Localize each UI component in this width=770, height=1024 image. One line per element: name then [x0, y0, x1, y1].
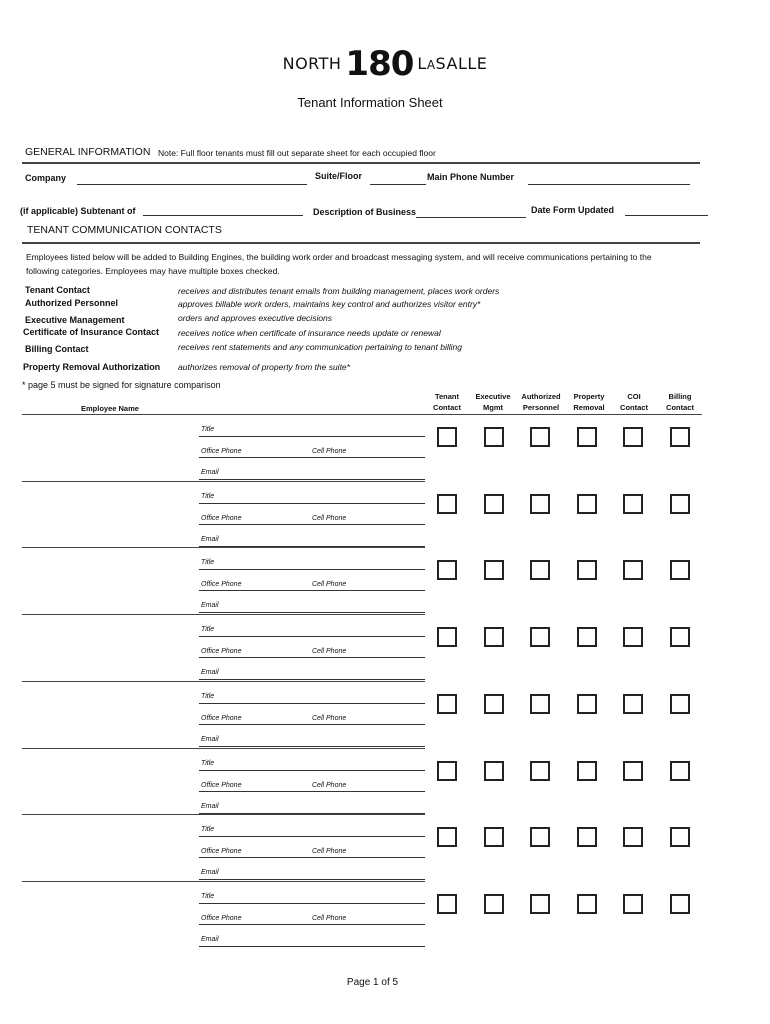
- row-divider: [22, 814, 425, 815]
- cell-phone-field[interactable]: [311, 590, 425, 591]
- logo: [0, 44, 770, 84]
- authorized-personnel-checkbox[interactable]: [530, 627, 550, 647]
- billing-contact-checkbox[interactable]: [670, 494, 690, 514]
- property-removal-checkbox[interactable]: [577, 560, 597, 580]
- billing-contact-checkbox[interactable]: [670, 560, 690, 580]
- category-desc: authorizes removal of property from the suite*: [178, 362, 350, 372]
- cell-phone-field[interactable]: [311, 457, 425, 458]
- cell-phone-label: Cell Phone: [312, 648, 347, 656]
- property-removal-checkbox[interactable]: [577, 761, 597, 781]
- employee-name-field[interactable]: [22, 549, 192, 612]
- cell-phone-field[interactable]: [311, 524, 425, 525]
- executive-mgmt-checkbox[interactable]: [484, 894, 504, 914]
- employee-name-field[interactable]: [22, 883, 192, 946]
- employee-name-field[interactable]: [22, 616, 192, 679]
- executive-mgmt-checkbox[interactable]: [484, 494, 504, 514]
- billing-contact-checkbox[interactable]: [670, 627, 690, 647]
- title-label: Title: [201, 426, 215, 433]
- authorized-personnel-checkbox[interactable]: [530, 827, 550, 847]
- tenant-contact-checkbox[interactable]: [437, 494, 457, 514]
- tenant-contact-checkbox[interactable]: [437, 761, 457, 781]
- employee-name-field[interactable]: [22, 416, 192, 479]
- cell-phone-label: Cell Phone: [312, 848, 347, 856]
- coi-contact-checkbox[interactable]: [623, 694, 643, 714]
- email-field[interactable]: [199, 946, 425, 947]
- billing-contact-checkbox[interactable]: [670, 694, 690, 714]
- column-header-executive-mgmt: Executive Mgmt: [475, 392, 511, 412]
- company-label: Company: [25, 173, 67, 183]
- main-phone-label: Main Phone Number: [427, 172, 515, 182]
- employee-name-field[interactable]: [22, 816, 192, 879]
- employee-name-field[interactable]: [22, 683, 192, 746]
- property-removal-checkbox[interactable]: [577, 494, 597, 514]
- office-phone-field[interactable]: [199, 724, 311, 725]
- category-label: Tenant Contact: [25, 285, 90, 295]
- general-divider: [22, 162, 700, 164]
- cell-phone-field[interactable]: [311, 924, 425, 925]
- page-number: Page 1 of 5: [346, 977, 399, 988]
- subtenant-field[interactable]: [143, 215, 303, 216]
- billing-contact-checkbox[interactable]: [670, 827, 690, 847]
- title-field[interactable]: [199, 636, 425, 637]
- cell-phone-label: Cell Phone: [312, 514, 347, 522]
- executive-mgmt-checkbox[interactable]: [484, 761, 504, 781]
- coi-contact-checkbox[interactable]: [623, 560, 643, 580]
- cell-phone-field[interactable]: [311, 791, 425, 792]
- property-removal-checkbox[interactable]: [577, 427, 597, 447]
- employee-name-field[interactable]: [22, 483, 192, 546]
- tenant-contact-checkbox[interactable]: [437, 894, 457, 914]
- office-phone-field[interactable]: [199, 791, 311, 792]
- date-updated-label: Date Form Updated: [531, 205, 615, 215]
- coi-contact-checkbox[interactable]: [623, 827, 643, 847]
- office-phone-label: Office Phone: [201, 648, 242, 656]
- office-phone-field[interactable]: [199, 457, 311, 458]
- subtenant-label: (if applicable) Subtenant of: [20, 206, 136, 216]
- category-label: Certificate of Insurance Contact: [23, 327, 160, 337]
- office-phone-label: Office Phone: [201, 581, 242, 589]
- office-phone-label: Office Phone: [201, 448, 242, 455]
- property-removal-checkbox[interactable]: [577, 627, 597, 647]
- title-field[interactable]: [199, 503, 425, 504]
- title-label: Title: [201, 759, 215, 767]
- suite-floor-field[interactable]: [370, 184, 426, 185]
- title-label: Title: [201, 626, 215, 634]
- office-phone-label: Office Phone: [201, 914, 242, 922]
- authorized-personnel-checkbox[interactable]: [530, 694, 550, 714]
- row-divider: [22, 614, 425, 615]
- cell-phone-label: Cell Phone: [312, 914, 347, 922]
- office-phone-field[interactable]: [199, 524, 311, 525]
- column-header-tenant-contact: Tenant Contact: [433, 392, 461, 412]
- office-phone-label: Office Phone: [201, 781, 242, 789]
- authorized-personnel-checkbox[interactable]: [530, 560, 550, 580]
- category-desc: approves billable work orders, maintains key control and authorizes visitor entry*: [178, 299, 481, 309]
- email-label: Email: [201, 602, 219, 610]
- title-field[interactable]: [199, 770, 425, 771]
- category-desc: receives notice when certificate of insurance needs update or renewal: [178, 328, 441, 338]
- authorized-personnel-checkbox[interactable]: [530, 427, 550, 447]
- cell-phone-field[interactable]: [311, 657, 425, 658]
- row-divider: [22, 481, 425, 482]
- column-header-authorized-personnel: Authorized Personnel: [521, 392, 561, 412]
- signature-note: * page 5 must be signed for signature comparison: [22, 380, 221, 390]
- row-divider: [22, 681, 425, 682]
- office-phone-label: Office Phone: [201, 848, 242, 856]
- office-phone-field[interactable]: [199, 590, 311, 591]
- business-description-field[interactable]: [416, 217, 526, 218]
- email-label: Email: [201, 735, 219, 743]
- email-label: Email: [201, 869, 219, 877]
- tenant-contact-checkbox[interactable]: [437, 627, 457, 647]
- communication-divider: [22, 242, 700, 244]
- tenant-contact-checkbox[interactable]: [437, 827, 457, 847]
- coi-contact-checkbox[interactable]: [623, 427, 643, 447]
- title-label: Title: [201, 559, 215, 567]
- property-removal-checkbox[interactable]: [577, 827, 597, 847]
- property-removal-checkbox[interactable]: [577, 894, 597, 914]
- category-label: Property Removal Authorization: [23, 362, 161, 372]
- title-field[interactable]: [199, 436, 425, 437]
- executive-mgmt-checkbox[interactable]: [484, 427, 504, 447]
- column-header-billing-contact: Billing Contact: [666, 392, 694, 412]
- billing-contact-checkbox[interactable]: [670, 894, 690, 914]
- coi-contact-checkbox[interactable]: [623, 761, 643, 781]
- tenant-contact-checkbox[interactable]: [437, 427, 457, 447]
- suite-floor-label: Suite/Floor: [315, 171, 362, 181]
- email-label: Email: [201, 669, 219, 677]
- email-label: Email: [201, 935, 219, 943]
- executive-mgmt-checkbox[interactable]: [484, 694, 504, 714]
- cell-phone-label: Cell Phone: [312, 448, 347, 455]
- authorized-personnel-checkbox[interactable]: [530, 761, 550, 781]
- company-field[interactable]: [77, 184, 307, 185]
- executive-mgmt-checkbox[interactable]: [484, 827, 504, 847]
- category-label: Billing Contact: [25, 344, 89, 354]
- billing-contact-checkbox[interactable]: [670, 427, 690, 447]
- coi-contact-checkbox[interactable]: [623, 494, 643, 514]
- employee-name-header: Employee Name: [81, 404, 139, 413]
- column-header-property-removal: Property Removal: [573, 392, 605, 412]
- office-phone-label: Office Phone: [201, 714, 242, 722]
- date-updated-field[interactable]: [625, 215, 708, 216]
- communication-heading: TENANT COMMUNICATION CONTACTS: [27, 224, 222, 236]
- cell-phone-label: Cell Phone: [312, 714, 347, 722]
- title-label: Title: [201, 492, 215, 500]
- full-floor-note: Note: Full floor tenants must fill out separate sheet for each occupied floor: [158, 148, 436, 158]
- main-phone-field[interactable]: [528, 184, 690, 185]
- logo-north: NORTH: [282, 54, 342, 73]
- category-desc: receives rent statements and any communication pertaining to tenant billing: [178, 342, 462, 352]
- category-desc: orders and approves executive decisions: [178, 313, 333, 323]
- title-label: Title: [201, 892, 215, 900]
- employee-name-field[interactable]: [22, 750, 192, 813]
- office-phone-field[interactable]: [199, 924, 311, 925]
- column-header-coi-contact: COI Contact: [620, 392, 648, 412]
- title-field[interactable]: [199, 836, 425, 837]
- table-header-divider: [22, 414, 702, 415]
- title-label: Title: [201, 826, 215, 834]
- title-field[interactable]: [199, 569, 425, 570]
- row-divider: [22, 881, 425, 882]
- row-divider: [22, 748, 425, 749]
- coi-contact-checkbox[interactable]: [623, 894, 643, 914]
- category-label: Executive Management: [25, 315, 125, 325]
- office-phone-field[interactable]: [199, 857, 311, 858]
- communication-intro: Employees listed below will be added to Building Engines, the building work order and broadcast messaging system, and will receive communications pertaining to the following categories. Employees may have multiple boxes checked.: [26, 252, 652, 276]
- tenant-contact-checkbox[interactable]: [437, 560, 457, 580]
- general-info-heading: GENERAL INFORMATION: [25, 146, 151, 158]
- authorized-personnel-checkbox[interactable]: [530, 894, 550, 914]
- category-desc: receives and distributes tenant emails from building management, places work orders: [178, 286, 500, 296]
- document-title: Tenant Information Sheet: [297, 95, 443, 110]
- authorized-personnel-checkbox[interactable]: [530, 494, 550, 514]
- title-label: Title: [201, 692, 215, 700]
- tenant-contact-checkbox[interactable]: [437, 694, 457, 714]
- logo-number: 180: [345, 44, 414, 84]
- logo-lasalle: LASALLE: [417, 54, 488, 73]
- office-phone-field[interactable]: [199, 657, 311, 658]
- category-label: Authorized Personnel: [25, 298, 119, 308]
- coi-contact-checkbox[interactable]: [623, 627, 643, 647]
- cell-phone-field[interactable]: [311, 857, 425, 858]
- email-label: Email: [201, 535, 219, 543]
- office-phone-label: Office Phone: [201, 514, 242, 522]
- billing-contact-checkbox[interactable]: [670, 761, 690, 781]
- executive-mgmt-checkbox[interactable]: [484, 627, 504, 647]
- email-label: Email: [201, 469, 219, 476]
- cell-phone-label: Cell Phone: [312, 781, 347, 789]
- cell-phone-field[interactable]: [311, 724, 425, 725]
- executive-mgmt-checkbox[interactable]: [484, 560, 504, 580]
- cell-phone-label: Cell Phone: [312, 581, 347, 589]
- title-field[interactable]: [199, 903, 425, 904]
- row-divider: [22, 547, 425, 548]
- property-removal-checkbox[interactable]: [577, 694, 597, 714]
- email-label: Email: [201, 802, 219, 810]
- business-description-label: Description of Business: [313, 207, 417, 217]
- title-field[interactable]: [199, 703, 425, 704]
